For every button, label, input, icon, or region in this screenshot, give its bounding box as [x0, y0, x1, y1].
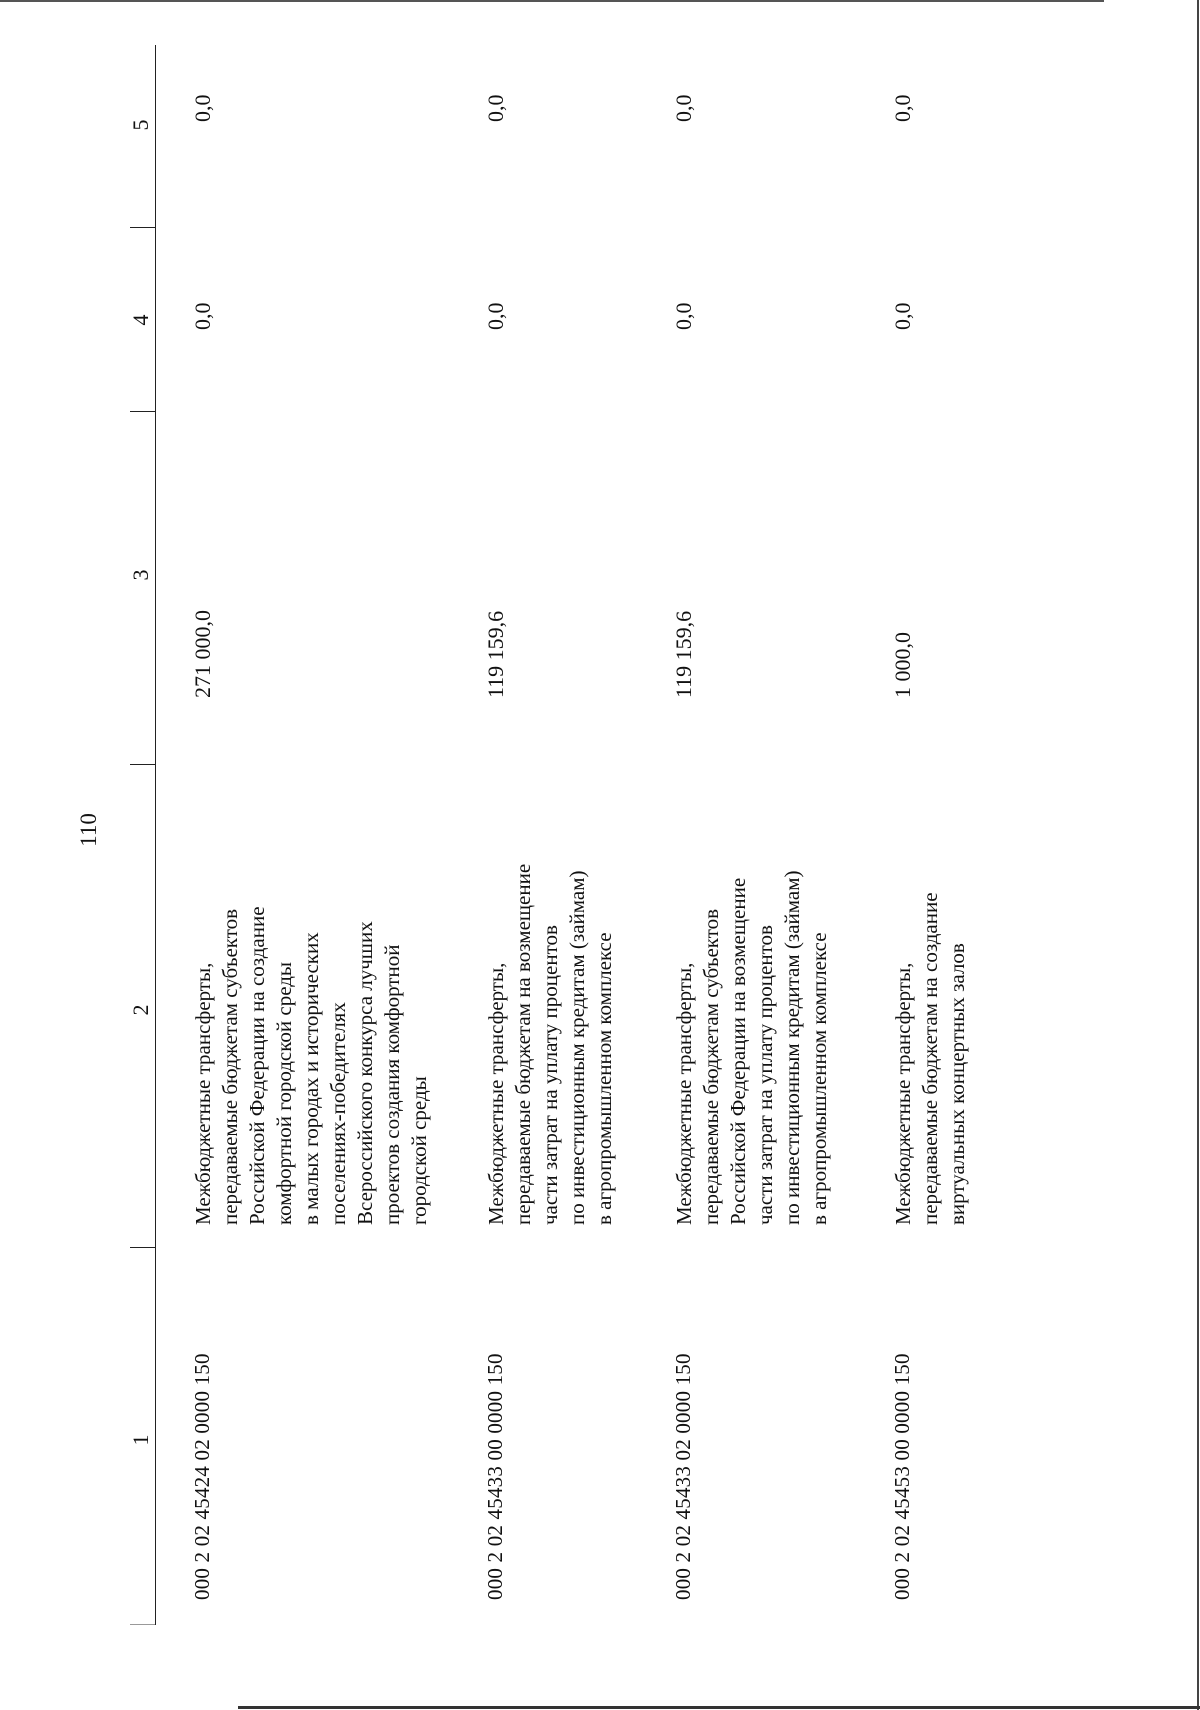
row-description	[890, 805, 971, 1225]
page-number: 110	[76, 813, 101, 847]
column-divider	[130, 227, 155, 228]
description-line: по инвестиционным кредитам (займам)	[780, 870, 804, 1225]
value-column-3: 119 159,6	[671, 610, 696, 698]
description-line: Российской Федерации на создание	[245, 906, 269, 1225]
column-number-2: 2	[128, 1004, 153, 1016]
description-line: в малых городах и исторических	[299, 932, 323, 1225]
description-line: в агропромышленном комплексе	[592, 932, 616, 1225]
value-column-4: 0,0	[483, 302, 508, 330]
description-line: передаваемые бюджетам на возмещение	[511, 863, 535, 1225]
row-description	[483, 805, 618, 1225]
value-column-4: 0,0	[890, 302, 915, 330]
value-column-3: 119 159,6	[483, 610, 508, 698]
budget-code: 000 2 02 45453 00 0000 150	[890, 1353, 914, 1600]
description-line: части затрат на уплату процентов	[538, 925, 562, 1225]
description-line: Межбюджетные трансферты,	[891, 962, 915, 1225]
table-left-edge	[130, 1624, 155, 1625]
budget-code: 000 2 02 45424 02 0000 150	[190, 1353, 214, 1600]
value-column-5: 0,0	[483, 94, 508, 122]
description-line: поселениях-победителях	[326, 1002, 350, 1225]
value-column-5: 0,0	[890, 94, 915, 122]
value-column-4: 0,0	[190, 302, 215, 330]
description-line: проектов создания комфортной	[380, 944, 404, 1225]
description-line: городской среды	[407, 1076, 431, 1225]
description-line: виртуальных концертных залов	[945, 943, 969, 1225]
budget-code: 000 2 02 45433 02 0000 150	[671, 1353, 695, 1600]
description-line: Межбюджетные трансферты,	[672, 962, 696, 1225]
value-column-3: 271 000,0	[190, 610, 215, 698]
column-number-1: 1	[128, 1434, 153, 1446]
column-divider	[130, 764, 155, 765]
description-line: в агропромышленном комплексе	[807, 932, 831, 1225]
description-line: Всероссийского конкурса лучших	[353, 921, 377, 1225]
description-line: передаваемые бюджетам на создание	[918, 892, 942, 1225]
description-line: передаваемые бюджетам субъектов	[218, 908, 242, 1225]
row-description	[671, 805, 833, 1225]
value-column-5: 0,0	[671, 94, 696, 122]
value-column-5: 0,0	[190, 94, 215, 122]
table-header-line	[155, 45, 156, 1625]
value-column-3: 1 000,0	[890, 632, 915, 698]
description-line: части затрат на уплату процентов	[753, 925, 777, 1225]
description-line: передаваемые бюджетам субъектов	[699, 908, 723, 1225]
value-column-4: 0,0	[671, 302, 696, 330]
description-line: Межбюджетные трансферты,	[484, 962, 508, 1225]
column-number-4: 4	[128, 314, 153, 326]
description-line: комфортной городской среды	[272, 961, 296, 1225]
column-divider	[130, 411, 155, 412]
column-divider	[130, 1247, 155, 1248]
row-description	[190, 805, 433, 1225]
column-number-5: 5	[128, 119, 153, 131]
description-line: Межбюджетные трансферты,	[191, 962, 215, 1225]
budget-code: 000 2 02 45433 00 0000 150	[483, 1353, 507, 1600]
description-line: Российской Федерации на возмещение	[726, 877, 750, 1225]
description-line: по инвестиционным кредитам (займам)	[565, 870, 589, 1225]
column-number-3: 3	[128, 569, 153, 581]
